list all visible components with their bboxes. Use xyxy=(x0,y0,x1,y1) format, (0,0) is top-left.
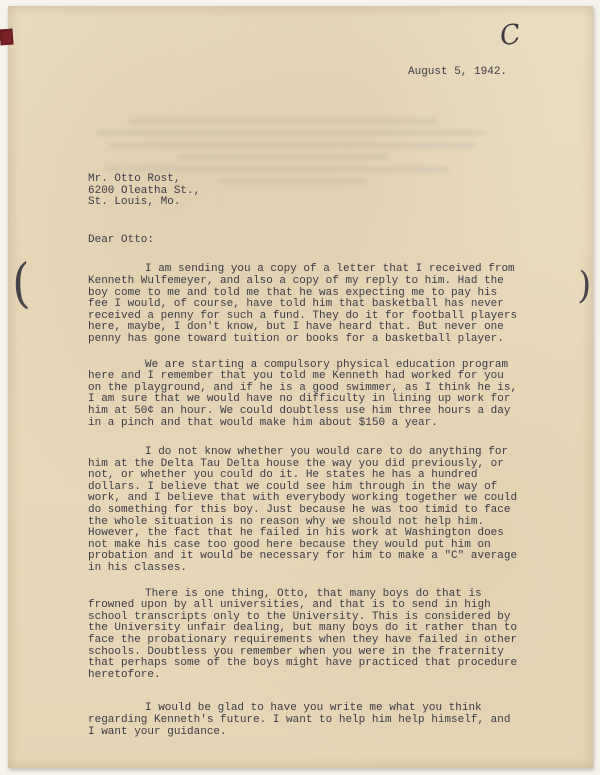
handwritten-c-mark: C xyxy=(497,18,524,53)
bleedthrough-line xyxy=(96,130,486,136)
letter-paragraph: I am sending you a copy of a letter that I received from Kenneth Wulfemeyer, and also a copy of my reply to him. Had the boy come to me and told me that he was expecting me to pay his fee I would, of course, have told him that basketball has never received a penny for such a fund. They do it for football players here, maybe, I don't know, but I have heard that. But never one penny has gone toward tuition or books for a basketball player. xyxy=(88,263,518,345)
address-line: 6200 Oleatha St., xyxy=(88,184,201,197)
letter-body xyxy=(88,174,522,738)
address-line: Mr. Otto Rost, xyxy=(88,173,181,185)
bleedthrough-line xyxy=(178,154,388,160)
handwritten-right-paren-mark: ) xyxy=(576,263,593,309)
letter-paper xyxy=(8,6,593,768)
bleedthrough-line xyxy=(104,166,449,172)
letter-paragraph: There is one thing, Otto, that many boys do that is frowned upon by all universities, and that is to send in high school transcripts only to the University. This is considered by the University unfair dealing, but many boys do it rather than to face the probationary requirements when they have failed in other schools. Doubtless you remember when you were in the fraternity that perhaps some of the boys might have practiced that procedure heretofore. xyxy=(88,587,518,681)
bleedthrough-line xyxy=(110,142,475,148)
recipient-address-block xyxy=(88,174,522,209)
letter-paragraph: I do not know whether you would care to do anything for him at the Delta Tau Delta house the way you did previously, or not, or whether you could do it. He states he has a hundred dollars. I believe that we could see him through in the way of work, and I believe that with everybody working together we could do something for this boy. Just because he was too timid to face the whole situation is no reason why we should not help him. However, the fact that he failed in his work at Washington does not make his case too good here because they would put him on probation and it would be necessary for him to make a "C" average in his classes. xyxy=(88,446,518,575)
letter-paragraph: We are starting a compulsory physical education program here and I remember that you told me Kenneth had worked for you on the playground, and if he is a good swimmer, as I think he is, I am sure that we would have no difficulty in lining up work for him at 50¢ an hour. We could doubtless use him three hours a day in a pinch and that would make him about $150 a year. xyxy=(88,358,518,429)
letter-paragraph: I would be glad to have you write me what you think regarding Kenneth's future. I want to help him help himself, and I want your guidance. xyxy=(88,702,511,738)
red-edge-mark xyxy=(0,29,14,46)
salutation: Dear Otto: xyxy=(88,233,155,246)
address-line: St. Louis, Mo. xyxy=(88,196,181,209)
bleedthrough-line xyxy=(128,118,438,124)
handwritten-left-paren-mark: ( xyxy=(11,251,31,315)
letter-date: August 5, 1942. xyxy=(408,66,508,78)
